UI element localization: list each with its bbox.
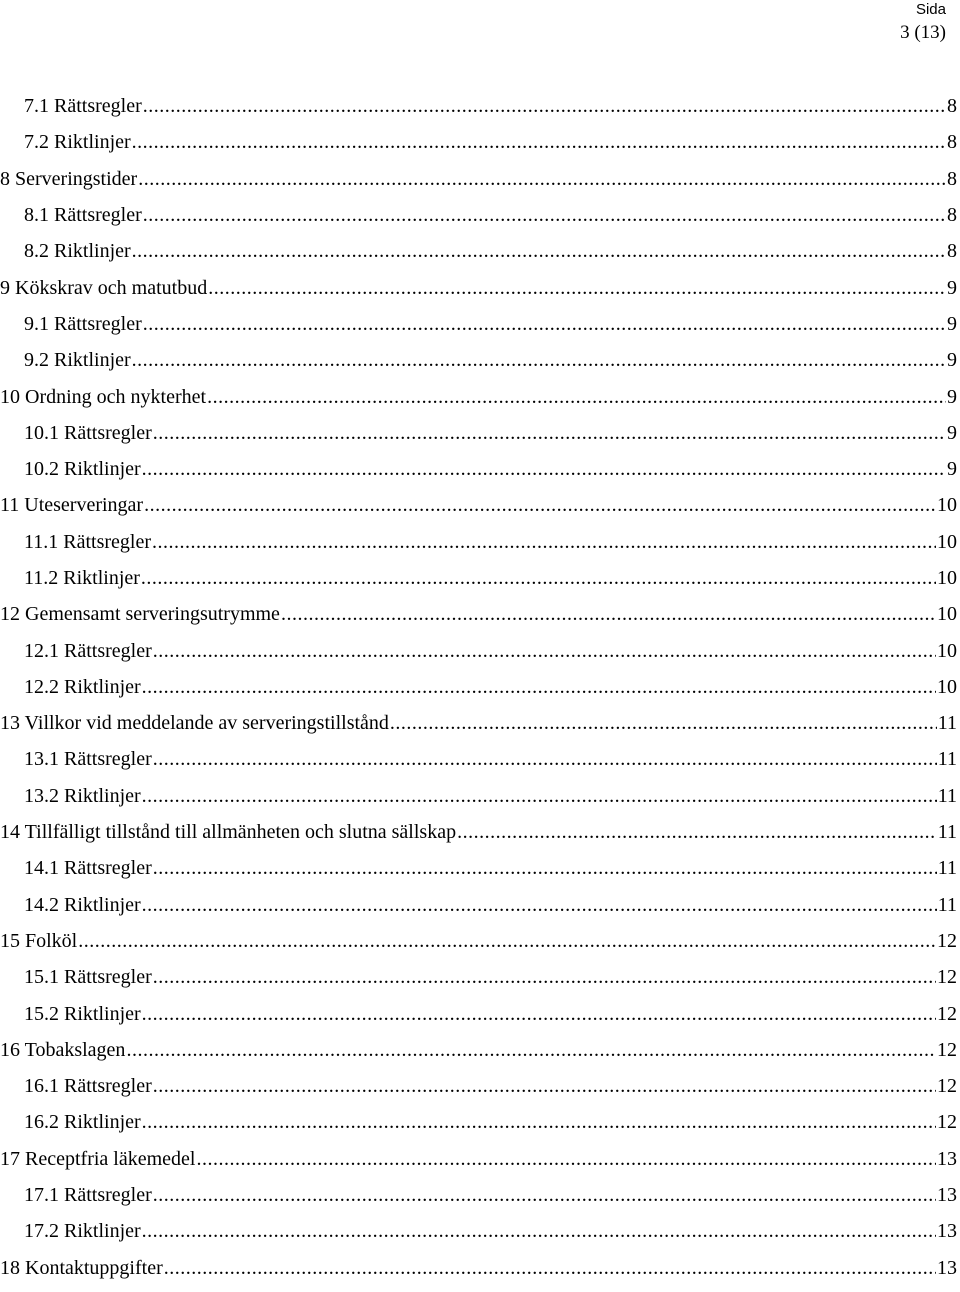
toc-entry-title: 16.2 Riktlinjer (24, 1111, 141, 1134)
toc-entry[interactable] (0, 1032, 960, 1068)
toc-entry-title: 12.1 Rättsregler (24, 639, 152, 662)
toc-entry-title: 8 Serveringstider (0, 167, 138, 190)
toc-entry-page: 11 (937, 712, 957, 735)
toc-entry[interactable] (0, 524, 960, 560)
toc-entry-title: 8.1 Rättsregler (24, 204, 142, 227)
toc-dot-leader (132, 130, 946, 154)
toc-dot-leader (142, 1110, 936, 1134)
toc-entry[interactable] (0, 161, 960, 197)
toc-dot-leader (153, 421, 946, 445)
toc-entry[interactable] (0, 778, 960, 814)
toc-entry[interactable] (0, 487, 960, 523)
toc-entry-page: 12 (937, 966, 957, 989)
toc-dot-leader (142, 1002, 936, 1026)
page-label: Sida (915, 1, 946, 18)
toc-entry-page: 13 (937, 1147, 957, 1170)
toc-entry-title: 18 Kontaktuppgifter (0, 1256, 163, 1279)
toc-entry[interactable] (0, 814, 960, 850)
toc-entry-title: 10 Ordning och nykterhet (0, 385, 207, 408)
toc-entry-title: 16.1 Rättsregler (24, 1075, 152, 1098)
toc-entry-page: 8 (947, 167, 957, 190)
toc-entry-page: 12 (937, 1002, 957, 1025)
page-header (900, 0, 946, 44)
toc-dot-leader (143, 312, 946, 336)
toc-entry[interactable] (0, 995, 960, 1031)
toc-entry-title: 13.2 Riktlinjer (24, 784, 141, 807)
toc-entry[interactable] (0, 306, 960, 342)
toc-dot-leader (164, 1256, 936, 1280)
toc-entry-page: 9 (947, 276, 957, 299)
toc-entry-page: 11 (937, 893, 957, 916)
toc-dot-leader (207, 385, 946, 409)
toc-entry-title: 9.2 Riktlinjer (24, 349, 131, 372)
toc-entry[interactable] (0, 705, 960, 741)
toc-entry-page: 11 (937, 784, 957, 807)
toc-entry-title: 12 Gemensamt serveringsutrymme (0, 603, 280, 626)
toc-entry[interactable] (0, 1177, 960, 1213)
toc-dot-leader (196, 1147, 936, 1171)
toc-entry-title: 8.2 Riktlinjer (24, 240, 131, 263)
toc-dot-leader (138, 167, 946, 191)
toc-dot-leader (141, 566, 936, 590)
toc-dot-leader (153, 856, 937, 880)
toc-dot-leader (142, 675, 936, 699)
toc-entry-page: 13 (937, 1220, 957, 1243)
toc-dot-leader (142, 1219, 936, 1243)
toc-entry-page: 12 (937, 1038, 957, 1061)
toc-entry-page: 9 (947, 458, 957, 481)
toc-entry-page: 8 (947, 204, 957, 227)
toc-entry-title: 17.2 Riktlinjer (24, 1220, 141, 1243)
toc-entry[interactable] (0, 1104, 960, 1140)
toc-entry[interactable] (0, 959, 960, 995)
table-of-contents (0, 88, 960, 1286)
toc-dot-leader (132, 239, 946, 263)
toc-dot-leader (390, 711, 937, 735)
toc-entry[interactable] (0, 1068, 960, 1104)
toc-entry-title: 14.1 Rättsregler (24, 857, 152, 880)
toc-entry-page: 12 (937, 1111, 957, 1134)
toc-entry-page: 9 (947, 421, 957, 444)
toc-entry-page: 10 (937, 530, 957, 553)
toc-entry[interactable] (0, 669, 960, 705)
toc-entry-title: 14.2 Riktlinjer (24, 893, 141, 916)
toc-entry[interactable] (0, 88, 960, 124)
toc-dot-leader (143, 203, 946, 227)
toc-entry-title: 12.2 Riktlinjer (24, 675, 141, 698)
toc-dot-leader (281, 602, 936, 626)
toc-entry-title: 17.1 Rättsregler (24, 1184, 152, 1207)
toc-entry[interactable] (0, 741, 960, 777)
toc-dot-leader (153, 1074, 936, 1098)
toc-entry-title: 11 Uteserveringar (0, 494, 144, 517)
toc-dot-leader (208, 276, 946, 300)
toc-dot-leader (143, 94, 946, 118)
toc-entry-page: 10 (937, 639, 957, 662)
toc-entry[interactable] (0, 269, 960, 305)
toc-entry-page: 11 (937, 857, 957, 880)
toc-entry-page: 8 (947, 131, 957, 154)
toc-dot-leader (153, 639, 936, 663)
toc-entry[interactable] (0, 233, 960, 269)
toc-dot-leader (142, 784, 937, 808)
toc-entry-title: 10.2 Riktlinjer (24, 458, 141, 481)
toc-dot-leader (142, 893, 937, 917)
toc-dot-leader (78, 929, 936, 953)
toc-entry-title: 15.1 Rättsregler (24, 966, 152, 989)
toc-entry-title: 15 Folköl (0, 929, 78, 952)
page-number: 3 (13) (900, 22, 946, 43)
toc-entry-title: 7.2 Riktlinjer (24, 131, 131, 154)
toc-entry[interactable] (0, 632, 960, 668)
toc-entry[interactable] (0, 923, 960, 959)
toc-entry-title: 13 Villkor vid meddelande av serveringstillstånd (0, 712, 389, 735)
toc-dot-leader (142, 457, 946, 481)
toc-dot-leader (144, 493, 936, 517)
toc-entry-title: 11.1 Rättsregler (24, 530, 152, 553)
toc-entry-title: 17 Receptfria läkemedel (0, 1147, 196, 1170)
toc-entry[interactable] (0, 1250, 960, 1286)
toc-entry-page: 9 (947, 349, 957, 372)
toc-dot-leader (152, 530, 936, 554)
toc-entry-page: 11 (937, 748, 957, 771)
toc-entry[interactable] (0, 415, 960, 451)
toc-entry-page: 10 (937, 675, 957, 698)
toc-entry-page: 10 (937, 567, 957, 589)
toc-entry-page: 12 (937, 1075, 957, 1098)
toc-entry-title: 9 Kökskrav och matutbud (0, 276, 208, 299)
toc-dot-leader (153, 747, 937, 771)
toc-entry[interactable] (0, 1213, 960, 1249)
toc-entry-title: 14 Tillfälligt tillstånd till allmänheten och slutna sällskap (0, 821, 457, 844)
toc-entry-title: 10.1 Rättsregler (24, 421, 152, 444)
toc-entry[interactable] (0, 451, 960, 487)
toc-entry-title: 16 Tobakslagen (0, 1038, 126, 1061)
toc-entry[interactable] (0, 850, 960, 886)
toc-entry[interactable] (0, 560, 960, 596)
toc-entry-page: 11 (937, 821, 957, 844)
toc-entry-page: 10 (937, 603, 957, 626)
toc-dot-leader (153, 965, 936, 989)
toc-entry[interactable] (0, 342, 960, 378)
toc-entry-page: 9 (947, 385, 957, 408)
toc-entry-title: 9.1 Rättsregler (24, 312, 142, 335)
toc-entry[interactable] (0, 197, 960, 233)
toc-entry[interactable] (0, 124, 960, 160)
toc-entry[interactable] (0, 1141, 960, 1177)
toc-entry-page: 9 (947, 312, 957, 335)
toc-entry-title: 13.1 Rättsregler (24, 748, 152, 771)
toc-entry[interactable] (0, 378, 960, 414)
toc-dot-leader (153, 1183, 936, 1207)
toc-entry-page: 13 (937, 1256, 957, 1279)
toc-entry[interactable] (0, 887, 960, 923)
toc-entry-title: 15.2 Riktlinjer (24, 1002, 141, 1025)
toc-entry-page: 12 (937, 929, 957, 952)
toc-dot-leader (126, 1038, 936, 1062)
toc-entry-title: 11.2 Riktlinjer (24, 567, 140, 589)
toc-dot-leader (457, 820, 937, 844)
toc-entry-page: 13 (937, 1184, 957, 1207)
toc-entry-title: 7.1 Rättsregler (24, 95, 142, 118)
toc-entry[interactable] (0, 596, 960, 632)
toc-entry-page: 10 (937, 494, 957, 517)
toc-entry-page: 8 (947, 95, 957, 118)
toc-dot-leader (132, 348, 946, 372)
toc-entry-page: 8 (947, 240, 957, 263)
